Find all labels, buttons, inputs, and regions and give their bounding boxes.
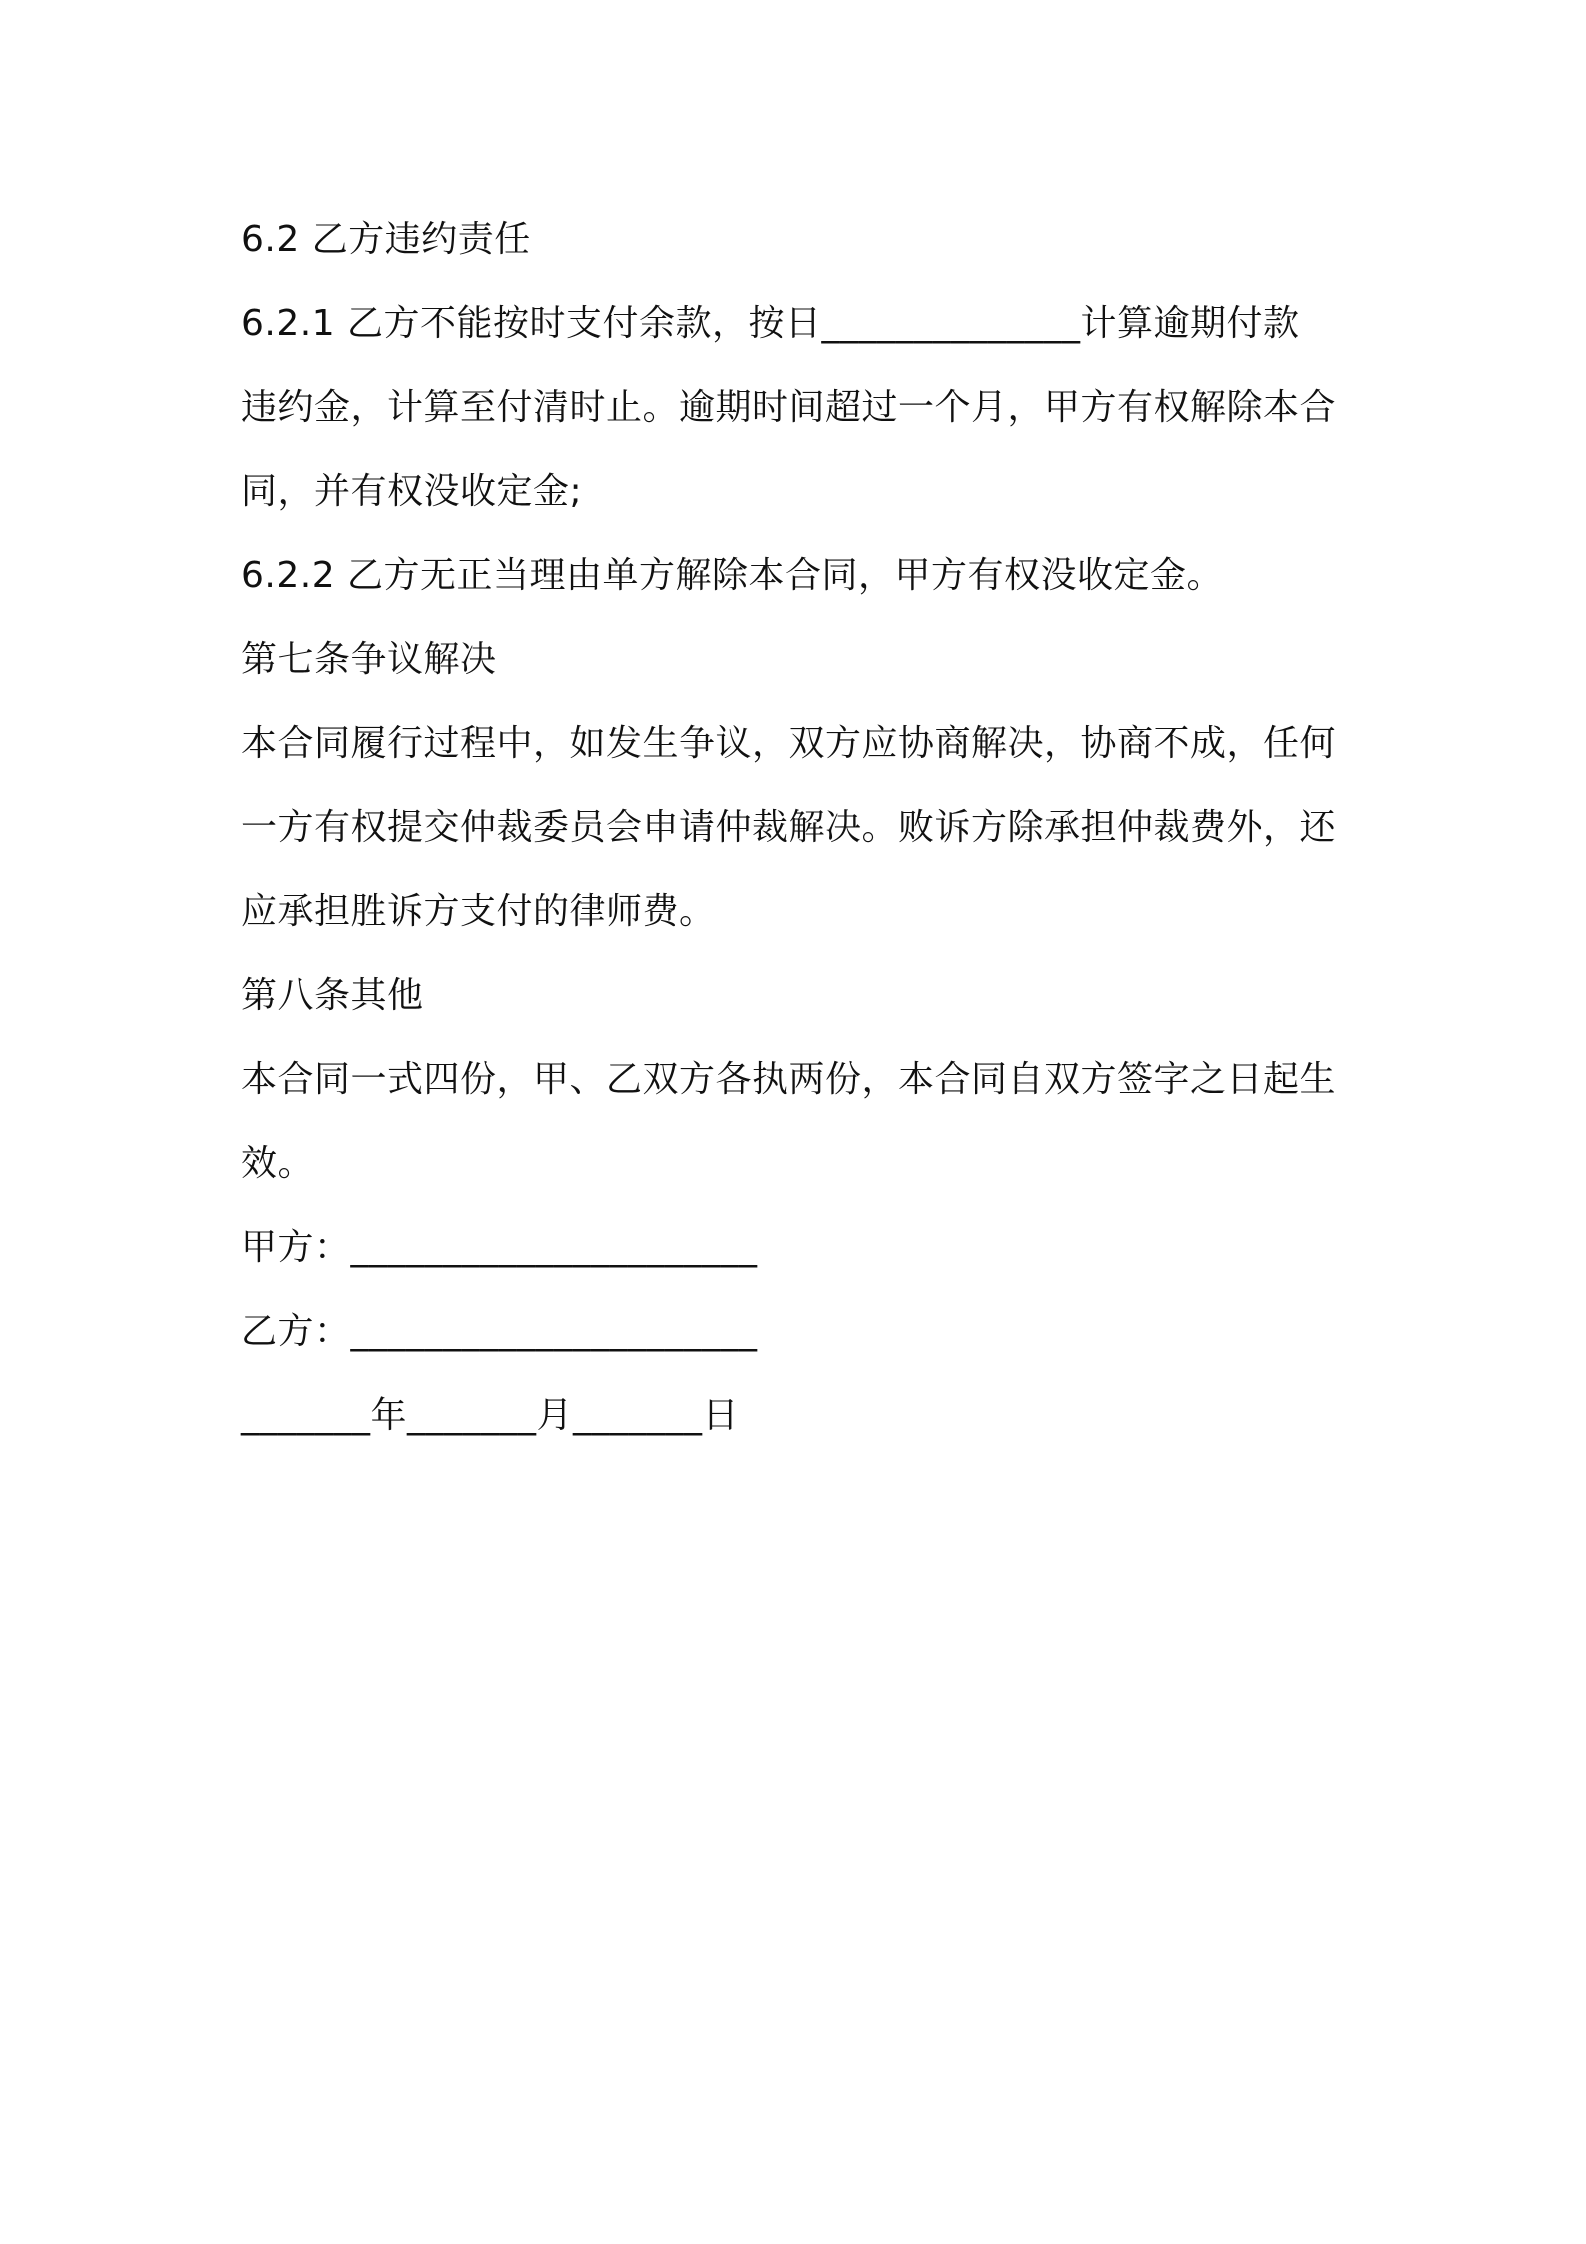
article-7-heading: 第七条争议解决: [241, 639, 497, 680]
article-8-line-2: 效。: [241, 1143, 315, 1184]
article-7-line-1: 本合同履行过程中，如发生争议，双方应协商解决，协商不成，任何: [241, 723, 1337, 764]
contract-text: [241, 198, 1371, 1458]
clause-6-2-1-line-2: 违约金，计算至付清时止。逾期时间超过一个月，甲方有权解除本合: [241, 387, 1337, 428]
clause-6-2-1-line-3: 同，并有权没收定金;: [241, 471, 583, 512]
article-8-heading: 第八条其他: [241, 975, 424, 1016]
article-8-line-1: 本合同一式四份，甲、乙双方各执两份，本合同自双方签字之日起生: [241, 1059, 1337, 1100]
clause-6-2-1-line-1: 6.2.1 乙方不能按时支付余款，按日______________计算逾期付款: [241, 303, 1300, 344]
section-heading-6-2: 6.2 乙方违约责任: [241, 219, 531, 260]
clause-6-2-2: 6.2.2 乙方无正当理由单方解除本合同，甲方有权没收定金。: [241, 555, 1224, 596]
article-7-line-3: 应承担胜诉方支付的律师费。: [241, 891, 716, 932]
article-7-line-2: 一方有权提交仲裁委员会申请仲裁解决。败诉方除承担仲裁费外，还: [241, 807, 1337, 848]
party-b-signature-line: 乙方：______________________: [241, 1311, 758, 1352]
signing-date-line: _______年_______月_______日: [241, 1395, 739, 1436]
party-a-signature-line: 甲方：______________________: [241, 1227, 758, 1268]
